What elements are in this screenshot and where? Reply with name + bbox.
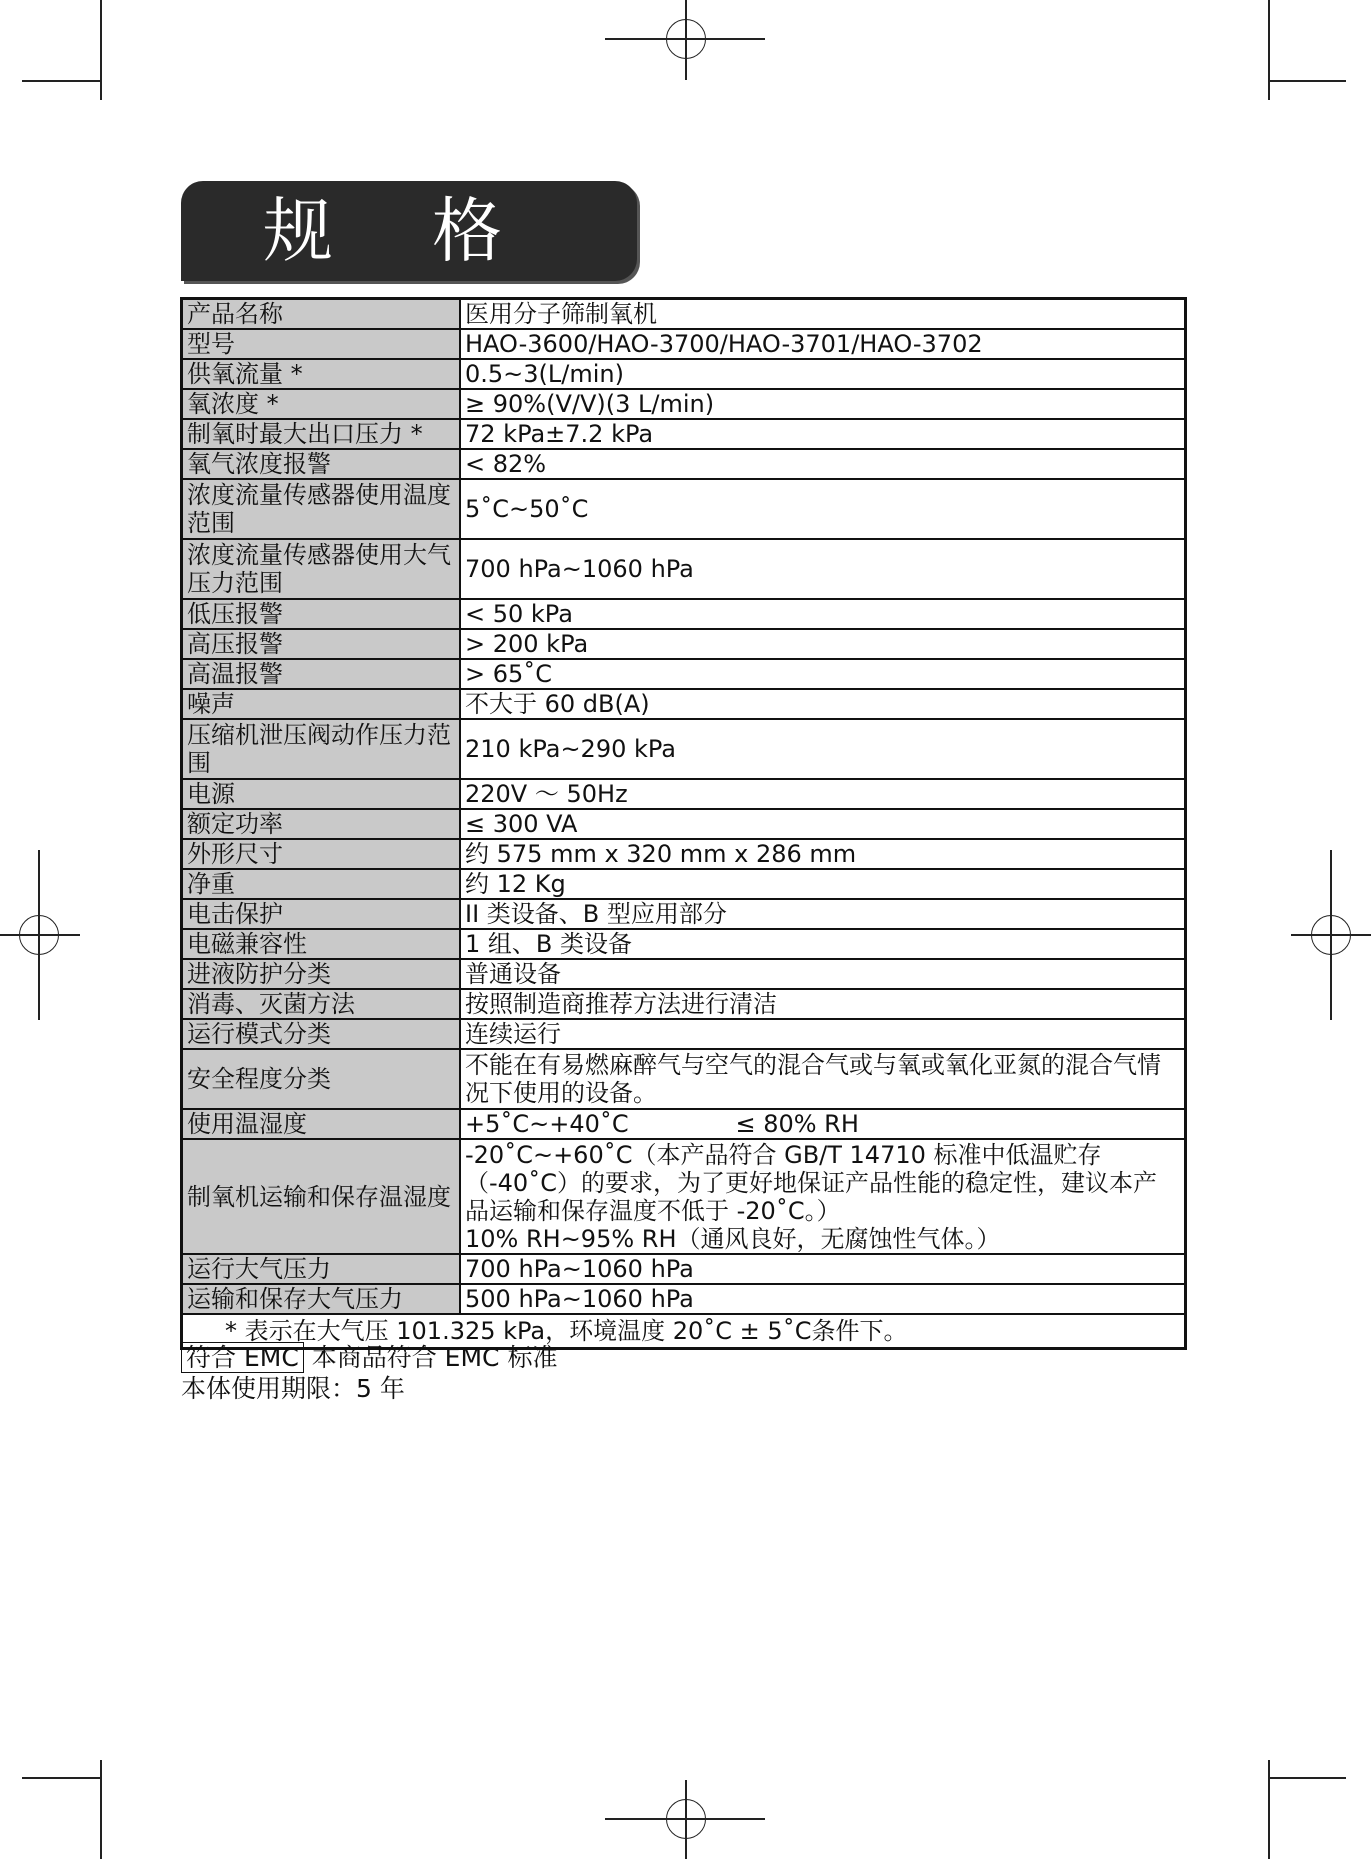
table-row	[182, 1019, 1186, 1049]
title-banner	[181, 181, 637, 281]
spec-value-line: -20˚C~+60˚C（本产品符合 GB/T 14710 标准中低温贮存（-40˚C）的要求，为了更好地保证产品性能的稳定性，建议本产品运输和保存温度不低于 -20˚C。）	[465, 1140, 1157, 1225]
table-row	[182, 359, 1186, 389]
crop-mark	[1268, 80, 1346, 82]
spec-value: HAO-3600/HAO-3700/HAO-3701/HAO-3702	[460, 329, 1186, 359]
table-row	[182, 389, 1186, 419]
crop-mark	[1268, 0, 1270, 100]
spec-label: 制氧机运输和保存温湿度	[182, 1139, 461, 1254]
spec-value: < 82%	[460, 449, 1186, 479]
table-row	[182, 899, 1186, 929]
spec-label: 压缩机泄压阀动作压力范围	[182, 719, 461, 779]
spec-value: 210 kPa~290 kPa	[460, 719, 1186, 779]
spec-label: 使用温湿度	[182, 1109, 461, 1139]
table-row	[182, 959, 1186, 989]
crop-mark	[22, 80, 100, 82]
spec-value: 1 组、B 类设备	[460, 929, 1186, 959]
table-row	[182, 839, 1186, 869]
emc-badge: 符合 EMC	[181, 1342, 304, 1373]
registration-mark	[1311, 915, 1351, 955]
spec-value: < 50 kPa	[460, 599, 1186, 629]
spec-value: 220V ～ 50Hz	[460, 779, 1186, 809]
spec-value: 约 575 mm x 320 mm x 286 mm	[460, 839, 1186, 869]
spec-label: 高压报警	[182, 629, 461, 659]
spec-label: 低压报警	[182, 599, 461, 629]
table-row	[182, 779, 1186, 809]
spec-value-line: 10% RH~95% RH（通风良好，无腐蚀性气体。）	[465, 1224, 1001, 1253]
spec-label: 进液防护分类	[182, 959, 461, 989]
spec-value: 5˚C~50˚C	[460, 479, 1186, 539]
table-row	[182, 629, 1186, 659]
service-life: 本体使用期限：5 年	[181, 1374, 405, 1403]
table-row	[182, 989, 1186, 1019]
table-row	[182, 929, 1186, 959]
spec-label: 电源	[182, 779, 461, 809]
spec-value: 按照制造商推荐方法进行清洁	[460, 989, 1186, 1019]
emc-statement	[181, 1343, 557, 1373]
spec-label: 运行模式分类	[182, 1019, 461, 1049]
spec-label: 电击保护	[182, 899, 461, 929]
spec-value: 约 12 Kg	[460, 869, 1186, 899]
table-row	[182, 1139, 1186, 1254]
spec-label: 高温报警	[182, 659, 461, 689]
crop-mark	[100, 1760, 102, 1859]
spec-label: 氧浓度 *	[182, 389, 461, 419]
spec-value: 700 hPa~1060 hPa	[460, 1254, 1186, 1284]
spec-label: 制氧时最大出口压力 *	[182, 419, 461, 449]
spec-value: 医用分子筛制氧机	[460, 299, 1186, 330]
spec-label: 净重	[182, 869, 461, 899]
spec-value: > 200 kPa	[460, 629, 1186, 659]
table-row	[182, 809, 1186, 839]
spec-value: 700 hPa~1060 hPa	[460, 539, 1186, 599]
table-row	[182, 479, 1186, 539]
spec-value: 不大于 60 dB(A)	[460, 689, 1186, 719]
registration-mark	[666, 1799, 706, 1839]
page-title: 规 格	[263, 190, 505, 272]
table-row	[182, 299, 1186, 330]
spec-label: 运行大气压力	[182, 1254, 461, 1284]
table-row	[182, 719, 1186, 779]
table-row	[182, 869, 1186, 899]
crop-mark	[22, 1777, 100, 1779]
table-row	[182, 689, 1186, 719]
spec-value: 72 kPa±7.2 kPa	[460, 419, 1186, 449]
table-row	[182, 329, 1186, 359]
spec-label: 安全程度分类	[182, 1049, 461, 1109]
table-row	[182, 599, 1186, 629]
spec-label: 电磁兼容性	[182, 929, 461, 959]
spec-label: 噪声	[182, 689, 461, 719]
spec-label: 供氧流量 *	[182, 359, 461, 389]
registration-mark	[19, 915, 59, 955]
spec-value: > 65˚C	[460, 659, 1186, 689]
spec-label: 外形尺寸	[182, 839, 461, 869]
spec-label: 氧气浓度报警	[182, 449, 461, 479]
table-row	[182, 1254, 1186, 1284]
spec-label: 浓度流量传感器使用大气压力范围	[182, 539, 461, 599]
spec-label: 额定功率	[182, 809, 461, 839]
spec-value: 0.5~3(L/min)	[460, 359, 1186, 389]
spec-value: +5˚C~+40˚C ≤ 80% RH	[460, 1109, 1186, 1139]
spec-label: 浓度流量传感器使用温度范围	[182, 479, 461, 539]
footnote: * 表示在大气压 101.325 kPa，环境温度 20˚C ± 5˚C条件下。	[182, 1314, 1186, 1349]
spec-label: 型号	[182, 329, 461, 359]
crop-mark	[1268, 1760, 1270, 1859]
spec-label: 消毒、灭菌方法	[182, 989, 461, 1019]
table-row	[182, 1049, 1186, 1109]
table-row	[182, 659, 1186, 689]
table-row	[182, 419, 1186, 449]
spec-value: 不能在有易燃麻醉气与空气的混合气或与氧或氧化亚氮的混合气情况下使用的设备。	[460, 1049, 1186, 1109]
emc-text: 本商品符合 EMC 标准	[311, 1343, 558, 1372]
spec-table	[180, 297, 1187, 1350]
table-row	[182, 1284, 1186, 1314]
table-row	[182, 539, 1186, 599]
spec-value: 500 hPa~1060 hPa	[460, 1284, 1186, 1314]
spec-value	[460, 1139, 1186, 1254]
spec-label: 运输和保存大气压力	[182, 1284, 461, 1314]
spec-label: 产品名称	[182, 299, 461, 330]
table-row	[182, 449, 1186, 479]
crop-mark	[100, 0, 102, 100]
spec-value: ≥ 90%(V/V)(3 L/min)	[460, 389, 1186, 419]
spec-value: II 类设备、B 型应用部分	[460, 899, 1186, 929]
spec-value: ≤ 300 VA	[460, 809, 1186, 839]
table-row	[182, 1109, 1186, 1139]
spec-value: 普通设备	[460, 959, 1186, 989]
registration-mark	[666, 19, 706, 59]
spec-value: 连续运行	[460, 1019, 1186, 1049]
crop-mark	[1268, 1777, 1346, 1779]
